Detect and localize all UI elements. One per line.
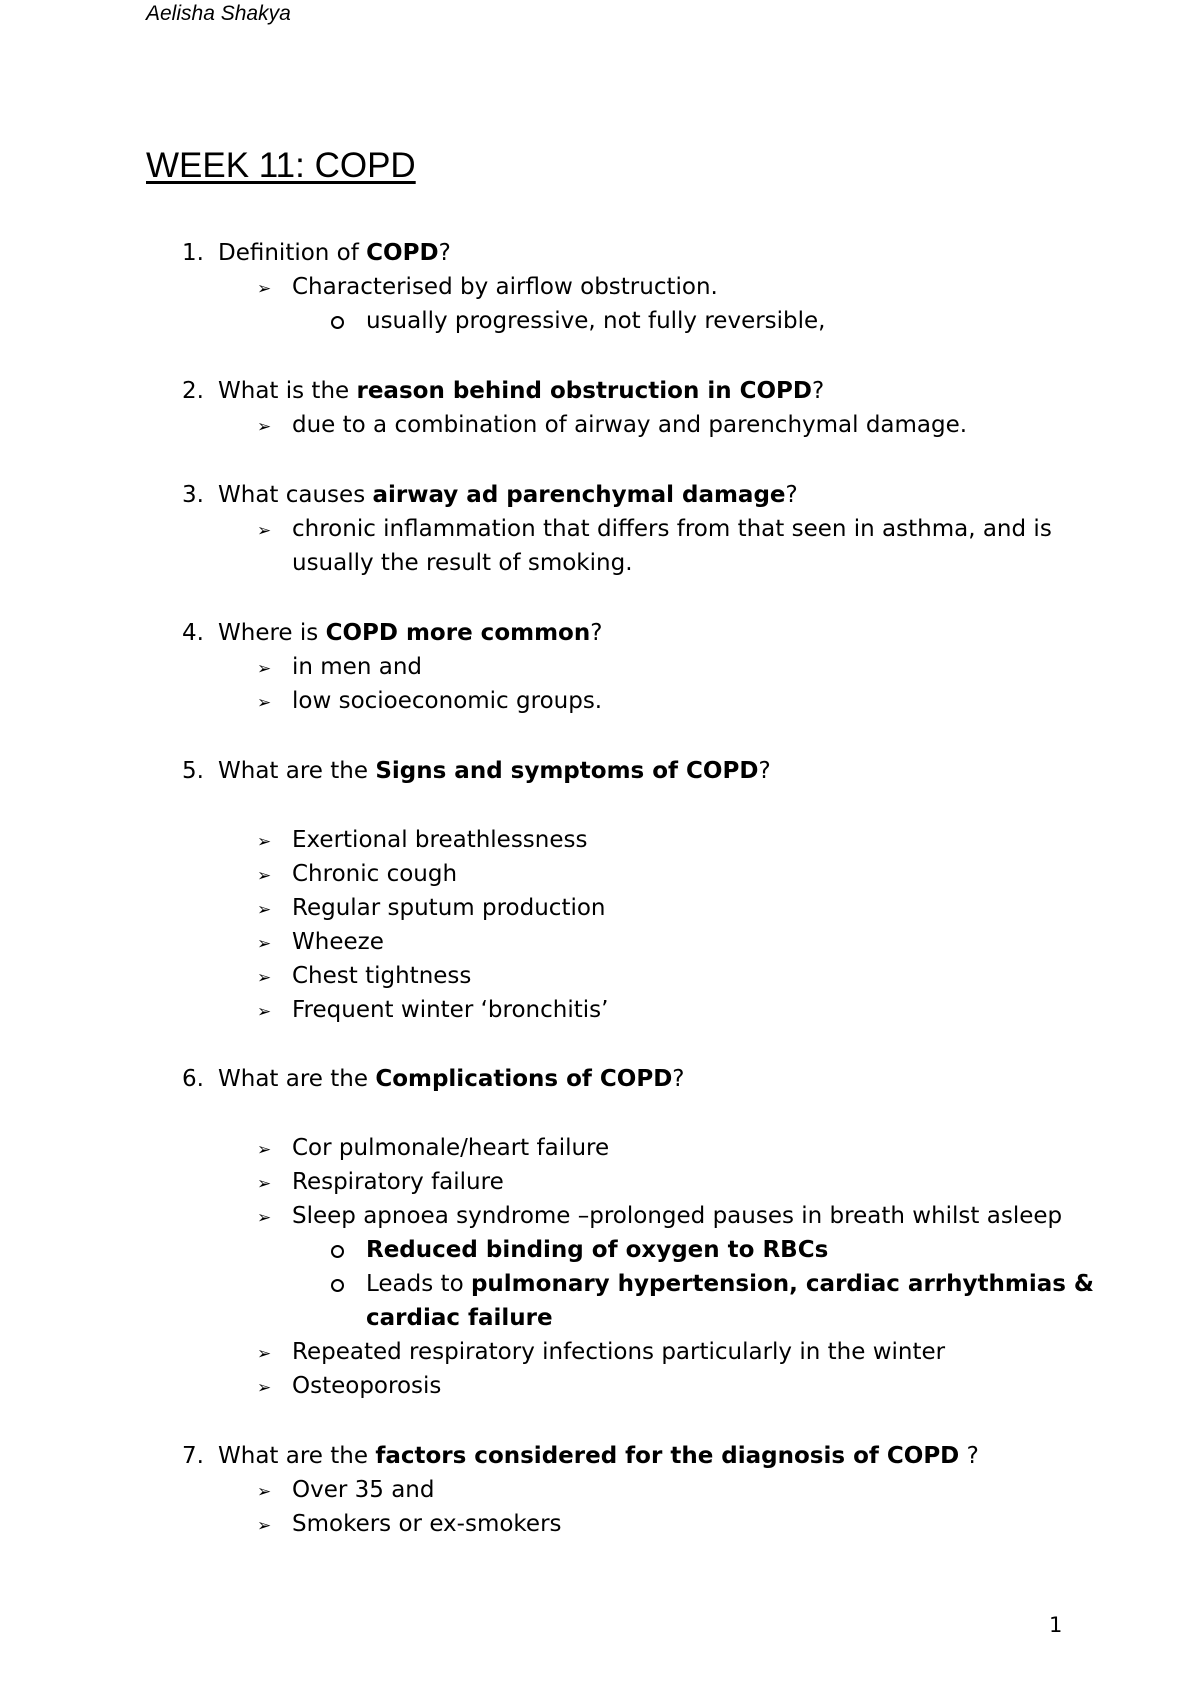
- bullet-text: Sleep apnoea syndrome –prolonged pauses in breath whilst asleep: [292, 1203, 1063, 1229]
- sub-bullet-text: Reduced binding of oxygen to RBCs: [366, 1237, 829, 1263]
- arrow-bullet-icon: ➢: [257, 934, 272, 954]
- bullet-text: Frequent winter ‘bronchitis’: [292, 997, 609, 1023]
- arrow-bullet-icon: ➢: [257, 1174, 272, 1194]
- bullet-text: low socioeconomic groups.: [292, 688, 603, 714]
- arrow-bullet-icon: ➢: [257, 1516, 272, 1536]
- page-title: WEEK 11: COPD: [146, 146, 416, 185]
- bullet-text: Repeated respiratory infections particularly in the winter: [292, 1339, 946, 1365]
- bullet-text: Regular sputum production: [292, 895, 606, 921]
- question-text: Where is COPD more common?: [218, 620, 603, 646]
- arrow-bullet-icon: ➢: [257, 1208, 272, 1228]
- bullet-text: usually the result of smoking.: [292, 550, 633, 576]
- question-number: 7.: [182, 1443, 204, 1469]
- arrow-bullet-icon: ➢: [257, 693, 272, 713]
- header-author: Aelisha Shakya: [146, 2, 291, 25]
- arrow-bullet-icon: ➢: [257, 968, 272, 988]
- bullet-text: Wheeze: [292, 929, 384, 955]
- bullet-text: Cor pulmonale/heart failure: [292, 1135, 610, 1161]
- circle-bullet-icon: [331, 316, 344, 329]
- circle-bullet-icon: [331, 1245, 344, 1258]
- arrow-bullet-icon: ➢: [257, 279, 272, 299]
- bullet-text: chronic inflammation that differs from that seen in asthma, and is: [292, 516, 1052, 542]
- bullet-text: Chest tightness: [292, 963, 472, 989]
- sub-bullet-text: usually progressive, not fully reversible,: [366, 308, 826, 334]
- question-number: 1.: [182, 240, 204, 266]
- bullet-text: in men and: [292, 654, 422, 680]
- page-number: 1: [1049, 1613, 1063, 1637]
- arrow-bullet-icon: ➢: [257, 1140, 272, 1160]
- arrow-bullet-icon: ➢: [257, 1002, 272, 1022]
- question-text: What causes airway ad parenchymal damage?: [218, 482, 798, 508]
- question-text: What are the Complications of COPD?: [218, 1066, 685, 1092]
- arrow-bullet-icon: ➢: [257, 417, 272, 437]
- question-number: 4.: [182, 620, 204, 646]
- bullet-text: Chronic cough: [292, 861, 458, 887]
- question-text: What are the factors considered for the diagnosis of COPD ?: [218, 1443, 979, 1469]
- question-number: 5.: [182, 758, 204, 784]
- question-text: What is the reason behind obstruction in COPD?: [218, 378, 825, 404]
- arrow-bullet-icon: ➢: [257, 1378, 272, 1398]
- bullet-text: Over 35 and: [292, 1477, 435, 1503]
- question-number: 6.: [182, 1066, 204, 1092]
- arrow-bullet-icon: ➢: [257, 832, 272, 852]
- bullet-text: Characterised by airflow obstruction.: [292, 274, 718, 300]
- sub-bullet-text: Leads to pulmonary hypertension, cardiac arrhythmias &: [366, 1271, 1094, 1297]
- circle-bullet-icon: [331, 1279, 344, 1292]
- arrow-bullet-icon: ➢: [257, 521, 272, 541]
- bullet-text: Respiratory failure: [292, 1169, 504, 1195]
- question-text: Definition of COPD?: [218, 240, 451, 266]
- arrow-bullet-icon: ➢: [257, 1482, 272, 1502]
- sub-bullet-text: cardiac failure: [366, 1305, 553, 1331]
- bullet-text: Exertional breathlessness: [292, 827, 588, 853]
- bullet-text: due to a combination of airway and parenchymal damage.: [292, 412, 968, 438]
- question-number: 2.: [182, 378, 204, 404]
- arrow-bullet-icon: ➢: [257, 866, 272, 886]
- bullet-text: Smokers or ex-smokers: [292, 1511, 562, 1537]
- arrow-bullet-icon: ➢: [257, 1344, 272, 1364]
- question-text: What are the Signs and symptoms of COPD?: [218, 758, 771, 784]
- arrow-bullet-icon: ➢: [257, 900, 272, 920]
- bullet-text: Osteoporosis: [292, 1373, 442, 1399]
- question-number: 3.: [182, 482, 204, 508]
- arrow-bullet-icon: ➢: [257, 659, 272, 679]
